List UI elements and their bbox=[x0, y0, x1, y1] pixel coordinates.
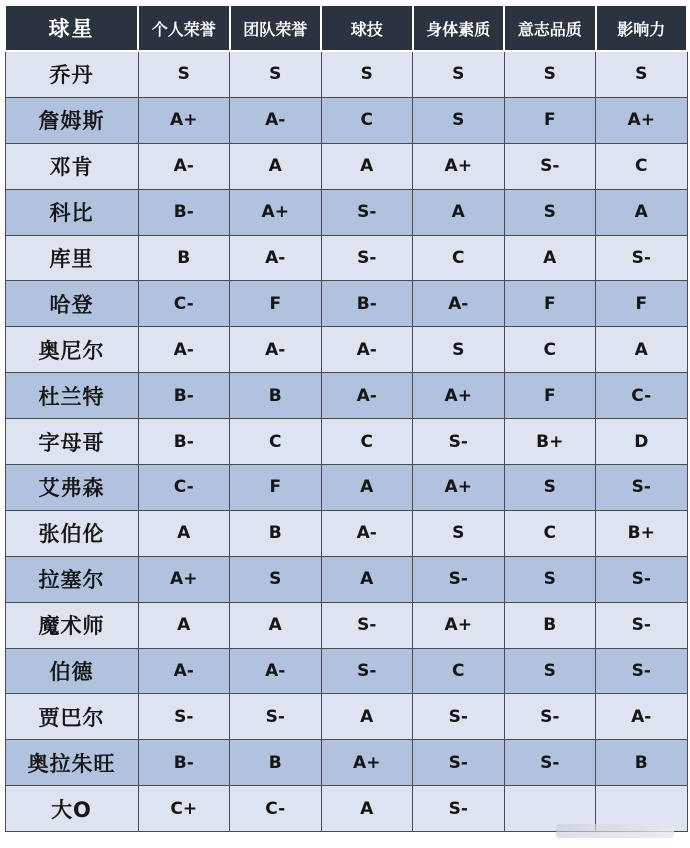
grade-cell: A- bbox=[230, 97, 322, 143]
grade-cell: S bbox=[504, 648, 596, 694]
table-header bbox=[5, 5, 687, 51]
grade-cell: A- bbox=[230, 327, 322, 373]
header-personal-honor: 个人荣誉 bbox=[138, 5, 230, 51]
table-row bbox=[5, 281, 687, 327]
table-row bbox=[5, 419, 687, 465]
grade-cell: A- bbox=[230, 648, 322, 694]
rating-table-container bbox=[4, 4, 686, 848]
header-team-honor: 团队荣誉 bbox=[230, 5, 322, 51]
grade-cell: A- bbox=[413, 281, 505, 327]
grade-cell: A- bbox=[321, 373, 413, 419]
player-name-cell: 魔术师 bbox=[5, 602, 138, 648]
grade-cell: F bbox=[230, 281, 322, 327]
table-row bbox=[5, 327, 687, 373]
grade-cell: S- bbox=[413, 556, 505, 602]
header-player: 球星 bbox=[5, 5, 138, 51]
table-row bbox=[5, 373, 687, 419]
grade-cell: B bbox=[230, 373, 322, 419]
grade-cell: A bbox=[138, 602, 230, 648]
grade-cell: C- bbox=[138, 465, 230, 511]
table-row bbox=[5, 51, 687, 97]
grade-cell: S bbox=[596, 51, 688, 97]
grade-cell: F bbox=[596, 281, 688, 327]
grade-cell: S bbox=[504, 465, 596, 511]
grade-cell: S- bbox=[230, 694, 322, 740]
grade-cell: B- bbox=[138, 740, 230, 786]
grade-cell: C bbox=[413, 648, 505, 694]
grade-cell: C bbox=[321, 97, 413, 143]
table-row bbox=[5, 694, 687, 740]
header-willpower: 意志品质 bbox=[504, 5, 596, 51]
table-row bbox=[5, 189, 687, 235]
player-name-cell: 邓肯 bbox=[5, 143, 138, 189]
grade-cell: B+ bbox=[504, 419, 596, 465]
grade-cell: S bbox=[413, 327, 505, 373]
grade-cell: S- bbox=[413, 786, 505, 832]
header-physique: 身体素质 bbox=[413, 5, 505, 51]
grade-cell: A bbox=[321, 465, 413, 511]
player-name-cell: 杜兰特 bbox=[5, 373, 138, 419]
table-row bbox=[5, 602, 687, 648]
grade-cell: B- bbox=[321, 281, 413, 327]
header-skill: 球技 bbox=[321, 5, 413, 51]
grade-cell: A bbox=[138, 510, 230, 556]
grade-cell: B bbox=[596, 740, 688, 786]
table-row bbox=[5, 465, 687, 511]
grade-cell: A- bbox=[321, 327, 413, 373]
player-name-cell: 艾弗森 bbox=[5, 465, 138, 511]
grade-cell: C+ bbox=[138, 786, 230, 832]
grade-cell: S- bbox=[596, 235, 688, 281]
grade-cell: B- bbox=[138, 419, 230, 465]
grade-cell: A bbox=[413, 189, 505, 235]
player-name-cell: 张伯伦 bbox=[5, 510, 138, 556]
grade-cell: A bbox=[596, 327, 688, 373]
grade-cell: B bbox=[138, 235, 230, 281]
grade-cell: A- bbox=[138, 648, 230, 694]
player-name-cell: 詹姆斯 bbox=[5, 97, 138, 143]
grade-cell: S- bbox=[138, 694, 230, 740]
grade-cell: C- bbox=[596, 373, 688, 419]
table-row bbox=[5, 740, 687, 786]
grade-cell: S- bbox=[504, 740, 596, 786]
grade-cell: S- bbox=[321, 648, 413, 694]
player-name-cell: 拉塞尔 bbox=[5, 556, 138, 602]
grade-cell: C- bbox=[230, 786, 322, 832]
grade-cell: S- bbox=[504, 694, 596, 740]
grade-cell: A bbox=[321, 786, 413, 832]
grade-cell: S bbox=[504, 189, 596, 235]
grade-cell: S bbox=[413, 97, 505, 143]
grade-cell: A+ bbox=[413, 373, 505, 419]
grade-cell: B- bbox=[138, 189, 230, 235]
grade-cell: C bbox=[413, 235, 505, 281]
table-row bbox=[5, 143, 687, 189]
grade-cell: A bbox=[321, 556, 413, 602]
table-row bbox=[5, 510, 687, 556]
grade-cell: F bbox=[230, 465, 322, 511]
grade-cell: A bbox=[230, 602, 322, 648]
watermark bbox=[556, 824, 674, 838]
grade-cell: S bbox=[230, 556, 322, 602]
grade-cell: A- bbox=[138, 327, 230, 373]
player-name-cell: 贾巴尔 bbox=[5, 694, 138, 740]
grade-cell: S bbox=[413, 510, 505, 556]
grade-cell: A- bbox=[138, 143, 230, 189]
grade-cell: S bbox=[504, 556, 596, 602]
grade-cell: C bbox=[230, 419, 322, 465]
grade-cell: S- bbox=[596, 465, 688, 511]
player-name-cell: 库里 bbox=[5, 235, 138, 281]
table-body bbox=[5, 51, 687, 832]
grade-cell: A bbox=[596, 189, 688, 235]
grade-cell: C bbox=[504, 327, 596, 373]
grade-cell: S- bbox=[504, 143, 596, 189]
player-name-cell: 奥拉朱旺 bbox=[5, 740, 138, 786]
player-rating-table bbox=[4, 4, 688, 832]
grade-cell: S bbox=[138, 51, 230, 97]
table-row bbox=[5, 556, 687, 602]
grade-cell: A- bbox=[230, 235, 322, 281]
grade-cell: S- bbox=[321, 602, 413, 648]
table-row bbox=[5, 235, 687, 281]
grade-cell: F bbox=[504, 281, 596, 327]
player-name-cell: 伯德 bbox=[5, 648, 138, 694]
player-name-cell: 奥尼尔 bbox=[5, 327, 138, 373]
player-name-cell: 乔丹 bbox=[5, 51, 138, 97]
grade-cell: S- bbox=[321, 235, 413, 281]
grade-cell: B bbox=[230, 510, 322, 556]
player-name-cell: 哈登 bbox=[5, 281, 138, 327]
grade-cell: A+ bbox=[413, 465, 505, 511]
table-row bbox=[5, 648, 687, 694]
grade-cell: S bbox=[321, 51, 413, 97]
grade-cell: S bbox=[230, 51, 322, 97]
grade-cell: A bbox=[321, 143, 413, 189]
grade-cell: C bbox=[504, 510, 596, 556]
grade-cell: S- bbox=[413, 694, 505, 740]
grade-cell: B bbox=[230, 740, 322, 786]
grade-cell: A- bbox=[596, 694, 688, 740]
grade-cell: S- bbox=[413, 419, 505, 465]
grade-cell: A bbox=[321, 694, 413, 740]
player-name-cell: 大O bbox=[5, 786, 138, 832]
grade-cell: B+ bbox=[596, 510, 688, 556]
player-name-cell: 字母哥 bbox=[5, 419, 138, 465]
grade-cell: A+ bbox=[230, 189, 322, 235]
player-name-cell: 科比 bbox=[5, 189, 138, 235]
grade-cell: A+ bbox=[138, 556, 230, 602]
grade-cell: A bbox=[230, 143, 322, 189]
header-row bbox=[5, 5, 687, 51]
grade-cell: C bbox=[321, 419, 413, 465]
grade-cell: A+ bbox=[413, 143, 505, 189]
grade-cell: F bbox=[504, 373, 596, 419]
grade-cell: B- bbox=[138, 373, 230, 419]
grade-cell: C bbox=[596, 143, 688, 189]
grade-cell: A bbox=[504, 235, 596, 281]
grade-cell: S bbox=[504, 51, 596, 97]
grade-cell: A- bbox=[321, 510, 413, 556]
grade-cell: F bbox=[504, 97, 596, 143]
grade-cell: B bbox=[504, 602, 596, 648]
grade-cell: S- bbox=[596, 602, 688, 648]
table-row bbox=[5, 97, 687, 143]
grade-cell: S- bbox=[596, 648, 688, 694]
grade-cell: S- bbox=[413, 740, 505, 786]
grade-cell: A+ bbox=[321, 740, 413, 786]
grade-cell: A+ bbox=[413, 602, 505, 648]
grade-cell: S- bbox=[596, 556, 688, 602]
grade-cell: D bbox=[596, 419, 688, 465]
grade-cell: A+ bbox=[596, 97, 688, 143]
header-influence: 影响力 bbox=[596, 5, 688, 51]
grade-cell: S- bbox=[321, 189, 413, 235]
grade-cell: A+ bbox=[138, 97, 230, 143]
grade-cell: S bbox=[413, 51, 505, 97]
grade-cell: C- bbox=[138, 281, 230, 327]
